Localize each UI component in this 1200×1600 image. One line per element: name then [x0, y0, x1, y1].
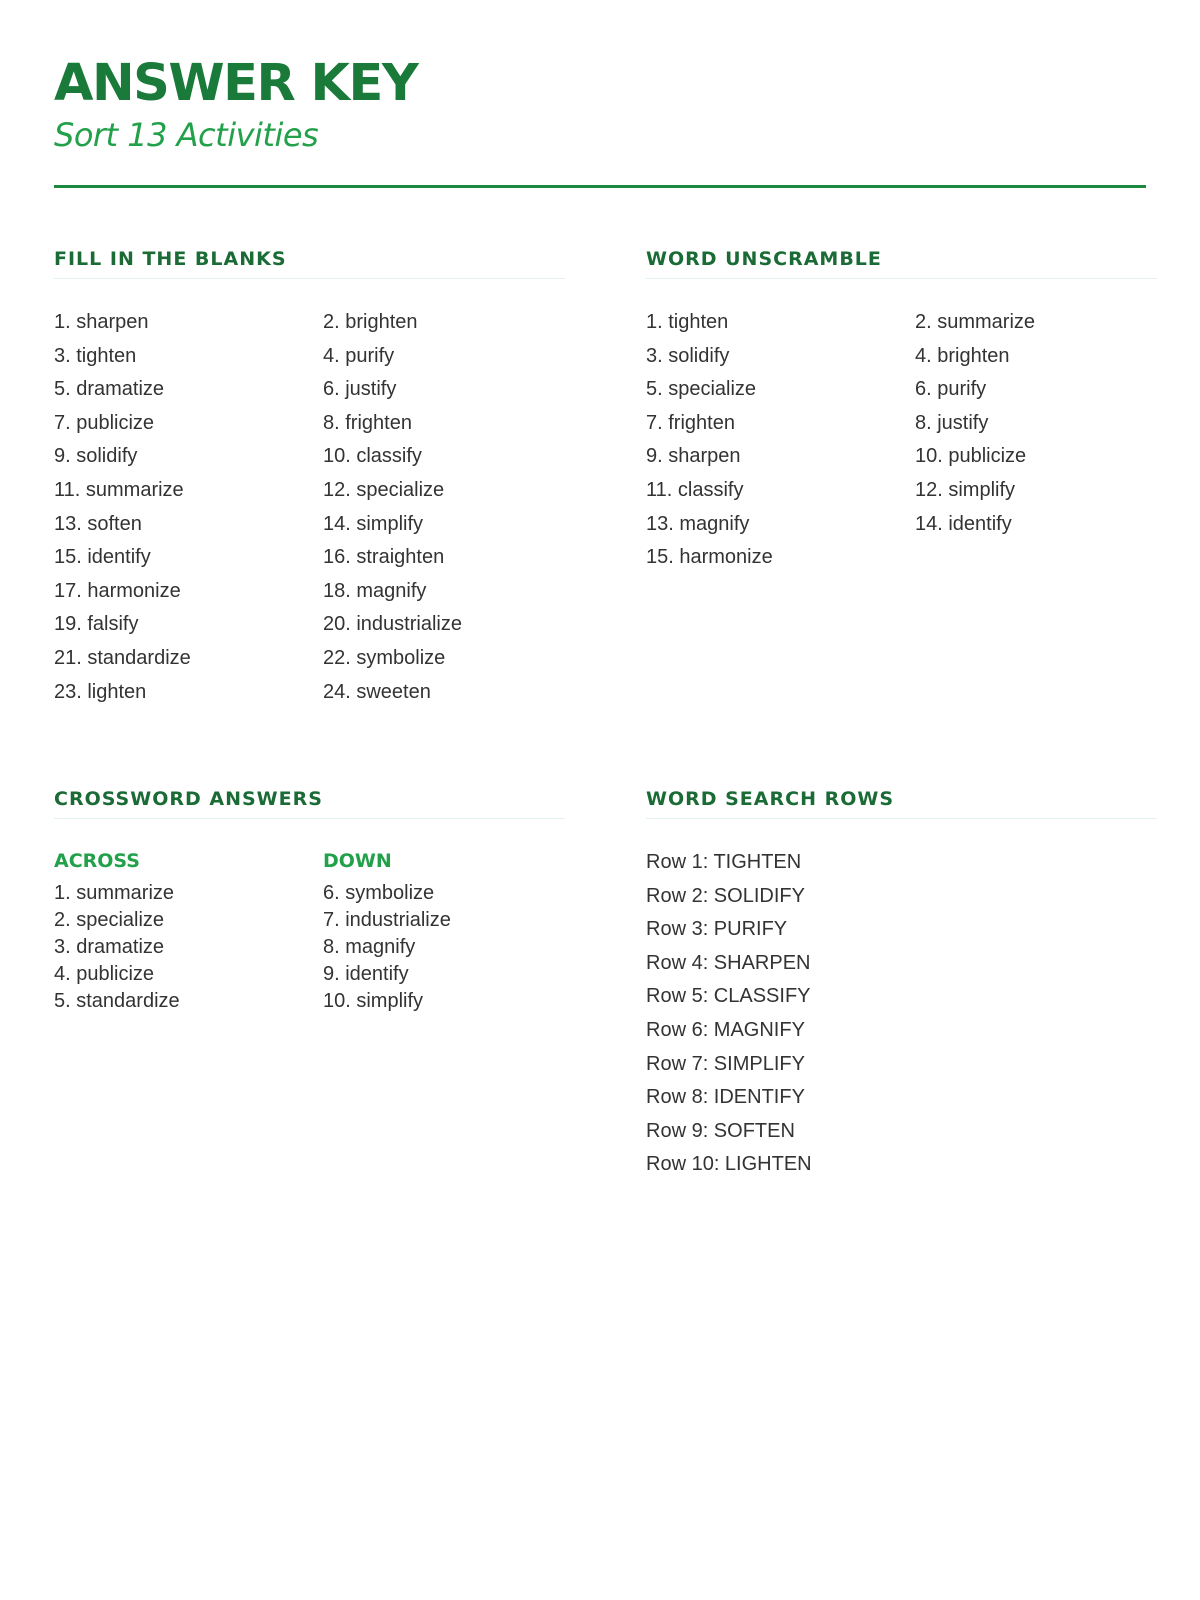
fill-in-blanks-answer: 4. purify — [323, 344, 395, 367]
word-unscramble-column-even — [915, 306, 1165, 541]
word-unscramble-answer: 9. sharpen — [646, 445, 741, 468]
down-answer: 9. identify — [323, 963, 409, 985]
word-unscramble-answer: 10. publicize — [915, 445, 1027, 468]
fill-in-blanks-answer: 20. industrialize — [323, 613, 462, 636]
down-heading: DOWN — [323, 850, 392, 872]
fill-in-blanks-answer: 24. sweeten — [323, 680, 431, 703]
fill-in-blanks-answer: 18. magnify — [323, 579, 427, 602]
down-answer: 6. symbolize — [323, 882, 435, 904]
word-search-section — [646, 784, 1157, 1182]
down-answer: 7. industrialize — [323, 909, 451, 931]
down-list — [323, 880, 573, 1015]
word-unscramble-column-odd — [646, 306, 896, 575]
fill-in-blanks-answer: 10. classify — [323, 445, 422, 468]
fill-in-blanks-title: FILL IN THE BLANKS — [54, 244, 565, 279]
fill-in-blanks-answer: 1. sharpen — [54, 311, 149, 333]
word-search-row: Row 9: SOFTEN — [646, 1119, 795, 1142]
fill-in-blanks-column-odd — [54, 306, 304, 709]
word-search-row: Row 7: SIMPLIFY — [646, 1052, 805, 1075]
word-search-row: Row 6: MAGNIFY — [646, 1018, 805, 1041]
crossword-across-column — [54, 846, 304, 1015]
word-unscramble-answer: 11. classify — [646, 478, 744, 501]
word-search-rows — [646, 846, 1157, 1182]
fill-in-blanks-answer: 22. symbolize — [323, 646, 446, 669]
page-subtitle: Sort 13 Activities — [54, 116, 319, 154]
word-search-title: WORD SEARCH ROWS — [646, 784, 1157, 819]
word-unscramble-section — [646, 244, 1157, 569]
crossword-section — [54, 784, 565, 1012]
fill-in-blanks-answer: 13. soften — [54, 512, 142, 535]
word-unscramble-answer: 6. purify — [915, 378, 987, 401]
word-search-row: Row 2: SOLIDIFY — [646, 884, 805, 907]
fill-in-blanks-answer: 5. dramatize — [54, 378, 165, 401]
fill-in-blanks-answer: 9. solidify — [54, 445, 138, 468]
across-answer: 5. standardize — [54, 990, 180, 1012]
word-unscramble-answer: 7. frighten — [646, 411, 735, 434]
crossword-title: CROSSWORD ANSWERS — [54, 784, 565, 819]
fill-in-blanks-answer: 19. falsify — [54, 613, 139, 636]
page-header — [54, 0, 1146, 188]
fill-in-blanks-section — [54, 244, 565, 703]
fill-in-blanks-answer: 21. standardize — [54, 646, 191, 669]
fill-in-blanks-answer: 23. lighten — [54, 680, 147, 703]
word-search-row: Row 10: LIGHTEN — [646, 1153, 812, 1176]
across-answer: 3. dramatize — [54, 936, 165, 958]
fill-in-blanks-answer: 16. straighten — [323, 546, 445, 569]
word-search-row: Row 3: PURIFY — [646, 918, 788, 941]
word-unscramble-answer: 14. identify — [915, 512, 1012, 535]
word-unscramble-answer: 1. tighten — [646, 311, 729, 333]
word-unscramble-title: WORD UNSCRAMBLE — [646, 244, 1157, 279]
fill-in-blanks-answer: 3. tighten — [54, 344, 137, 367]
fill-in-blanks-answer: 15. identify — [54, 546, 151, 569]
page-title: ANSWER KEY — [54, 54, 418, 113]
fill-in-blanks-answer: 11. summarize — [54, 478, 184, 501]
fill-in-blanks-answer: 6. justify — [323, 378, 397, 401]
header-divider — [54, 185, 1146, 188]
word-unscramble-answer: 8. justify — [915, 411, 989, 434]
across-list — [54, 880, 304, 1015]
across-answer: 1. summarize — [54, 882, 175, 904]
word-search-row: Row 8: IDENTIFY — [646, 1086, 805, 1109]
word-unscramble-answer: 5. specialize — [646, 378, 757, 401]
across-answer: 2. specialize — [54, 909, 165, 931]
fill-in-blanks-answer: 8. frighten — [323, 411, 412, 434]
fill-in-blanks-answer: 2. brighten — [323, 311, 418, 333]
word-unscramble-answer: 12. simplify — [915, 478, 1016, 501]
word-search-row: Row 4: SHARPEN — [646, 951, 811, 974]
word-unscramble-answer: 3. solidify — [646, 344, 730, 367]
crossword-down-column — [323, 846, 573, 1015]
fill-in-blanks-column-even — [323, 306, 573, 709]
fill-in-blanks-answer: 14. simplify — [323, 512, 424, 535]
word-unscramble-answer: 13. magnify — [646, 512, 750, 535]
word-unscramble-answer: 2. summarize — [915, 311, 1036, 333]
across-heading: ACROSS — [54, 850, 140, 872]
across-answer: 4. publicize — [54, 963, 155, 985]
down-answer: 8. magnify — [323, 936, 416, 958]
word-unscramble-answer: 15. harmonize — [646, 546, 773, 569]
fill-in-blanks-answer: 7. publicize — [54, 411, 155, 434]
fill-in-blanks-answer: 12. specialize — [323, 478, 445, 501]
fill-in-blanks-answer: 17. harmonize — [54, 579, 181, 602]
word-search-row: Row 5: CLASSIFY — [646, 985, 811, 1008]
down-answer: 10. simplify — [323, 990, 424, 1012]
word-unscramble-answer: 4. brighten — [915, 344, 1010, 367]
word-search-row: Row 1: TIGHTEN — [646, 851, 802, 873]
